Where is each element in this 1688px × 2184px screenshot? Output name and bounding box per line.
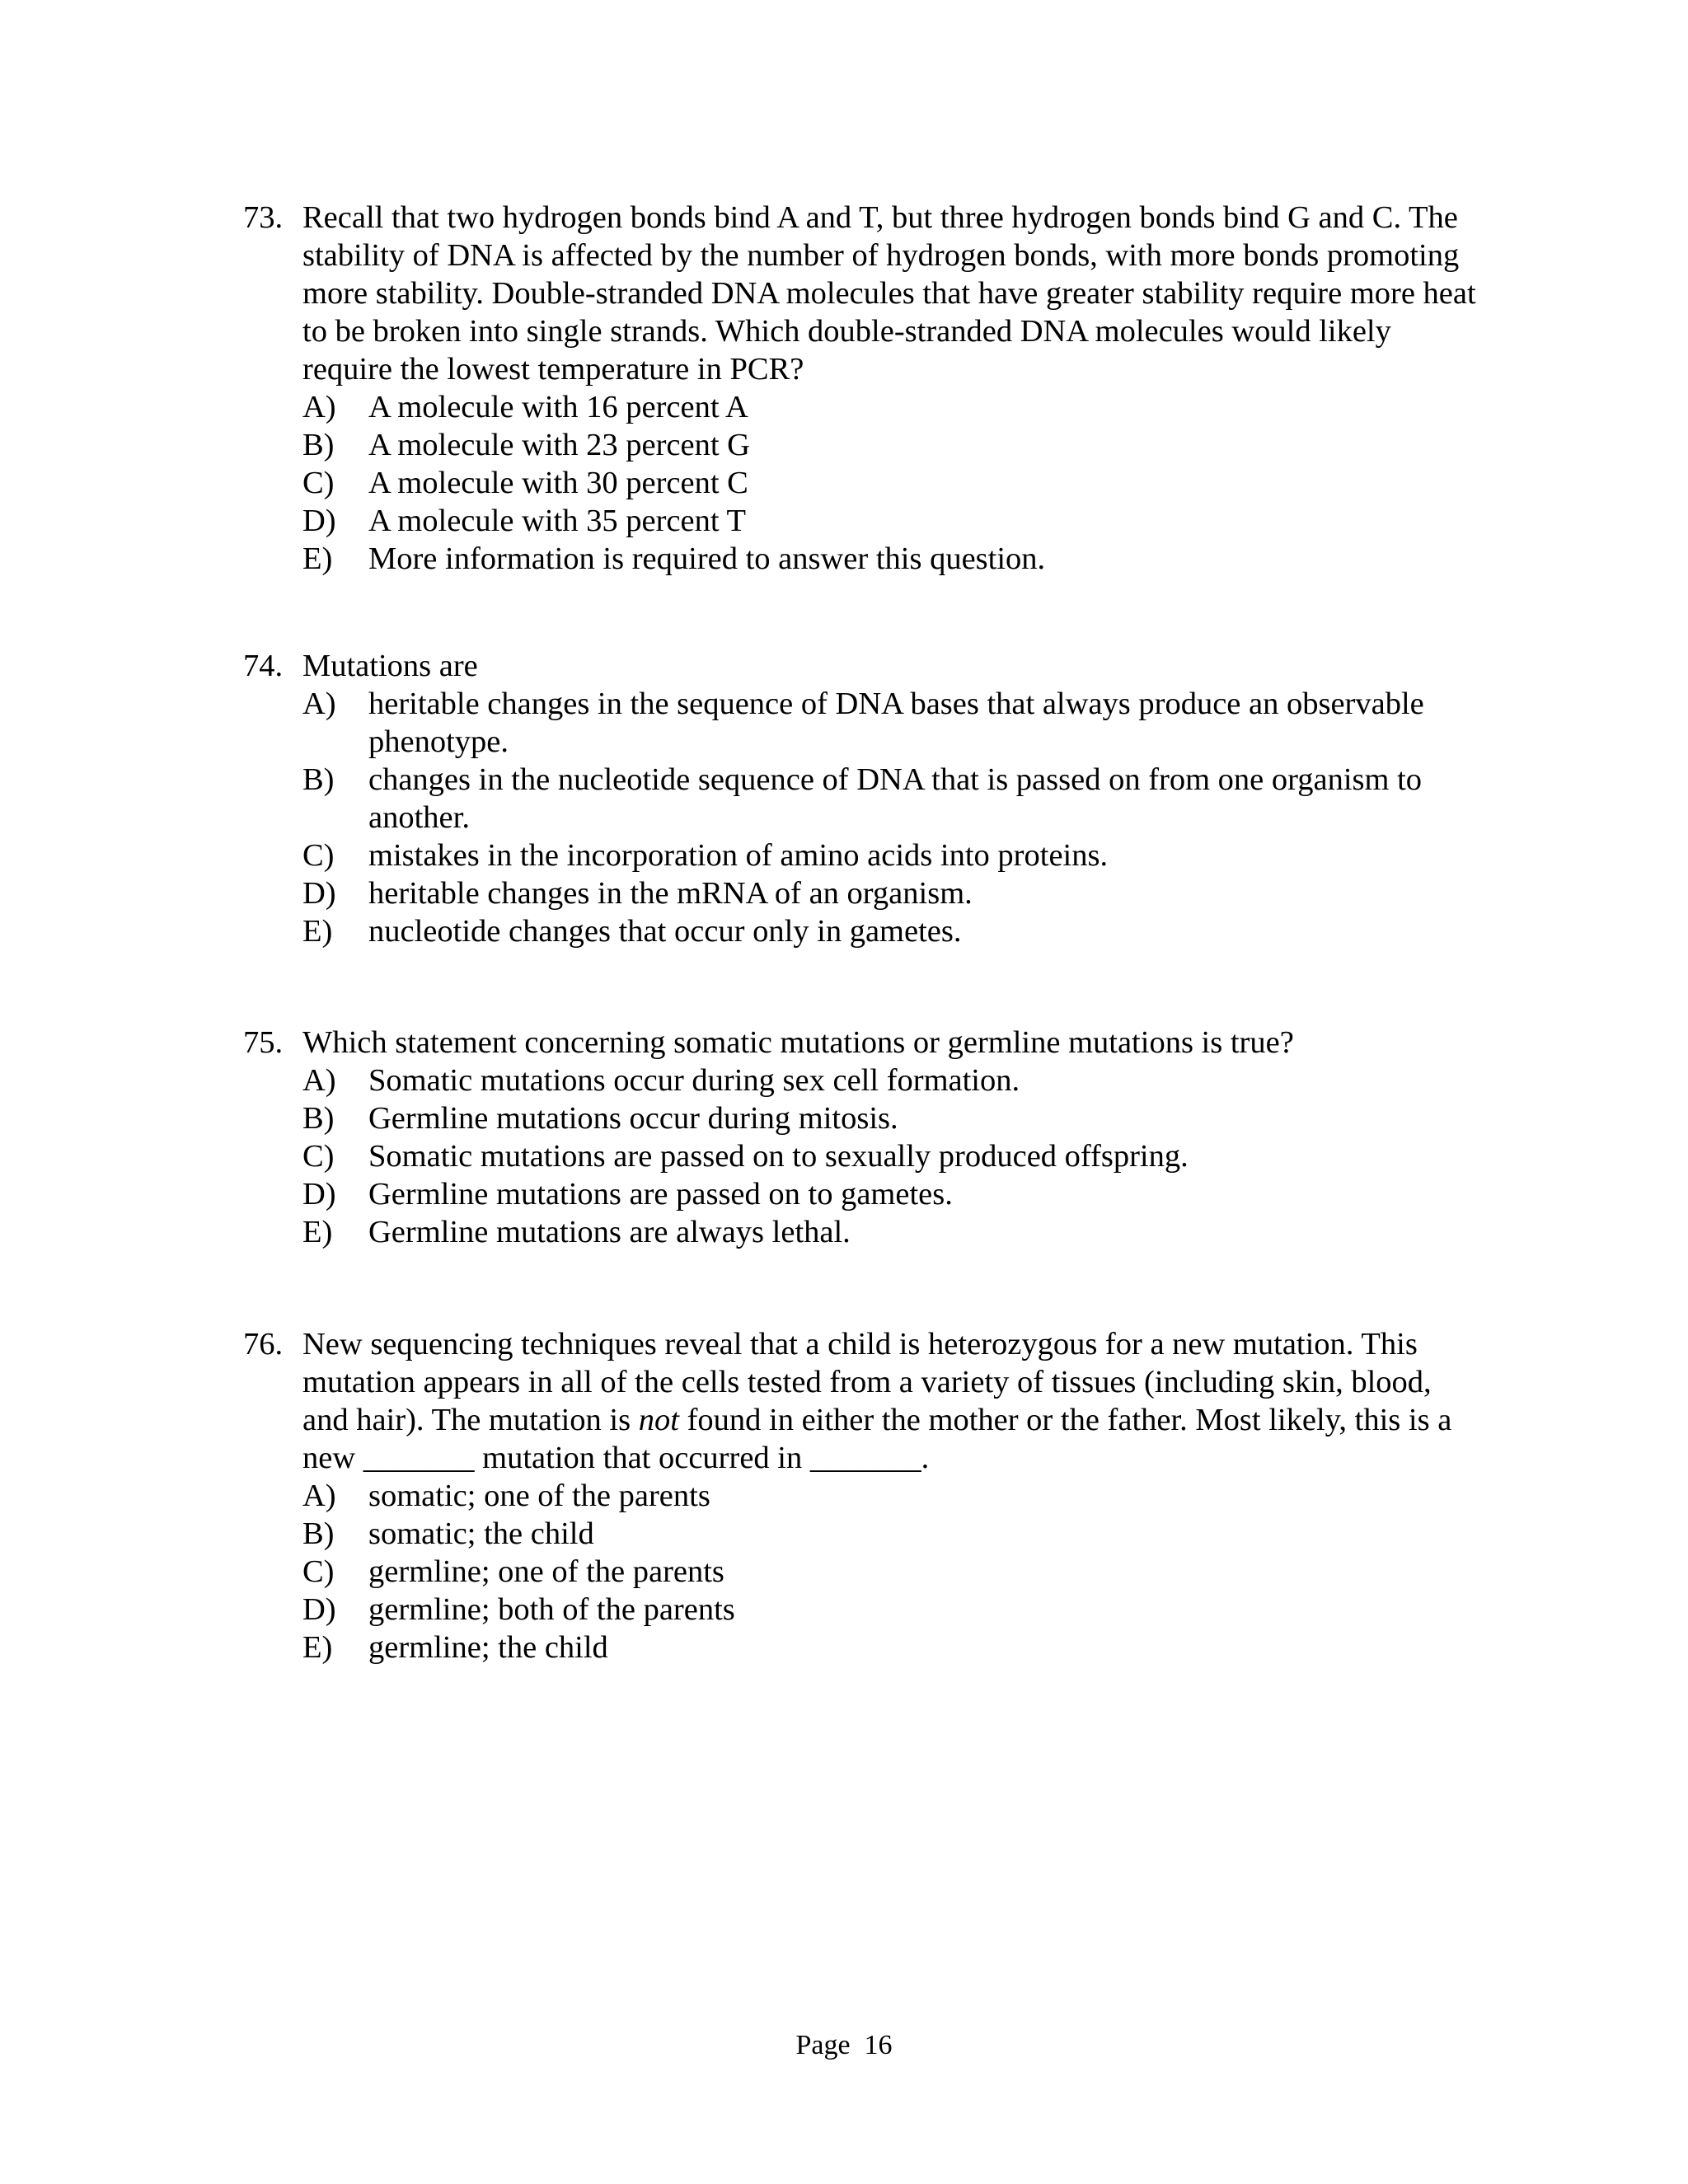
answer-option	[302, 1629, 1479, 1666]
option-text: Germline mutations are always lethal.	[368, 1215, 851, 1249]
answer-option	[302, 1175, 1479, 1213]
option-text: Somatic mutations occur during sex cell formation.	[368, 1063, 1020, 1098]
option-text: More information is required to answer this question.	[368, 541, 1046, 576]
question-74	[243, 647, 1479, 950]
question-text: Recall that two hydrogen bonds bind A and T, but three hydrogen bonds bind G and C. The stability of DNA is affected by the number of hydrogen bonds, with more bonds promoting more stability. Double-stranded DNA molecules that have greater stability require more heat to be broken into single strands. Which double-stranded DNA molecules would likely require the lowest temperature in PCR?	[302, 200, 1476, 387]
answer-option	[302, 761, 1479, 837]
answer-option	[302, 388, 1479, 426]
option-letter: C)	[302, 838, 335, 873]
answer-options	[243, 388, 1479, 578]
option-letter: E)	[302, 541, 333, 576]
question-number: 73.	[243, 200, 284, 235]
option-text: A molecule with 30 percent C	[368, 466, 748, 500]
option-text: A molecule with 16 percent A	[368, 390, 748, 424]
answer-option	[302, 1515, 1479, 1553]
option-letter: A)	[302, 1063, 336, 1098]
answer-options	[243, 685, 1479, 950]
option-letter: D)	[302, 876, 336, 911]
page-number: Page 16	[795, 2030, 893, 2060]
question-number: 75.	[243, 1025, 284, 1060]
answer-option	[302, 1213, 1479, 1251]
option-letter: A)	[302, 687, 336, 721]
option-text: germline; both of the parents	[368, 1592, 735, 1627]
option-letter: E)	[302, 1215, 333, 1249]
question-stem	[243, 199, 1479, 388]
answer-option	[302, 540, 1479, 578]
option-letter: D)	[302, 1177, 336, 1212]
answer-option	[302, 912, 1479, 950]
answer-option	[302, 1099, 1479, 1137]
option-text: Somatic mutations are passed on to sexually produced offspring.	[368, 1139, 1189, 1174]
option-letter: E)	[302, 1630, 333, 1665]
answer-options	[243, 1062, 1479, 1251]
question-text	[302, 1327, 1451, 1475]
option-letter: B)	[302, 1101, 335, 1136]
answer-option	[302, 426, 1479, 464]
question-75	[243, 1024, 1479, 1251]
option-letter: A)	[302, 390, 336, 424]
option-letter: C)	[302, 466, 335, 500]
option-text: germline; one of the parents	[368, 1554, 724, 1589]
answer-option	[302, 1062, 1479, 1099]
option-text: Germline mutations are passed on to gametes.	[368, 1177, 953, 1212]
question-text: Mutations are	[302, 649, 478, 683]
option-text: Germline mutations occur during mitosis.	[368, 1101, 898, 1136]
answer-option	[302, 1591, 1479, 1629]
option-letter: B)	[302, 762, 335, 797]
question-stem	[243, 647, 1479, 685]
question-number: 76.	[243, 1327, 284, 1361]
option-letter: D)	[302, 504, 336, 538]
answer-option	[302, 464, 1479, 502]
answer-option	[302, 874, 1479, 912]
option-text: germline; the child	[368, 1630, 608, 1665]
question-76	[243, 1325, 1479, 1666]
option-text: somatic; the child	[368, 1516, 594, 1551]
option-letter: D)	[302, 1592, 336, 1627]
option-text: A molecule with 35 percent T	[368, 504, 746, 538]
question-text-part: found in either the mother or the father. Most likely, this is a new _______ mutation that occurred in _______.	[302, 1403, 1452, 1475]
question-text-emphasis: not	[638, 1403, 679, 1437]
option-text: somatic; one of the parents	[368, 1479, 710, 1513]
option-text: A molecule with 23 percent G	[368, 428, 750, 462]
option-letter: B)	[302, 428, 335, 462]
question-73	[243, 199, 1479, 578]
option-text: heritable changes in the mRNA of an organism.	[368, 876, 973, 911]
option-letter: E)	[302, 914, 333, 949]
answer-option	[302, 1477, 1479, 1515]
option-letter: A)	[302, 1479, 336, 1513]
question-text-part: New sequencing techniques reveal that a child is heterozygous for a new mutation. This mutation appears in all of the cells tested from a variety of tissues (including skin, blood, and hair). The mutation is	[302, 1327, 1432, 1437]
option-text: nucleotide changes that occur only in gametes.	[368, 914, 962, 949]
option-letter: C)	[302, 1554, 335, 1589]
page-footer	[0, 2029, 1688, 2062]
option-letter: C)	[302, 1139, 335, 1174]
question-number: 74.	[243, 649, 284, 683]
answer-options	[243, 1477, 1479, 1666]
option-text: mistakes in the incorporation of amino acids into proteins.	[368, 838, 1109, 873]
answer-option	[302, 1553, 1479, 1591]
answer-option	[302, 685, 1479, 761]
answer-option	[302, 1137, 1479, 1175]
question-stem	[243, 1024, 1479, 1062]
option-text: heritable changes in the sequence of DNA bases that always produce an observable phenotype.	[368, 687, 1424, 759]
option-letter: B)	[302, 1516, 335, 1551]
answer-option	[302, 837, 1479, 874]
option-text: changes in the nucleotide sequence of DNA that is passed on from one organism to another.	[368, 762, 1423, 835]
question-text: Which statement concerning somatic mutations or germline mutations is true?	[302, 1025, 1294, 1060]
answer-option	[302, 502, 1479, 540]
question-stem	[243, 1325, 1479, 1477]
